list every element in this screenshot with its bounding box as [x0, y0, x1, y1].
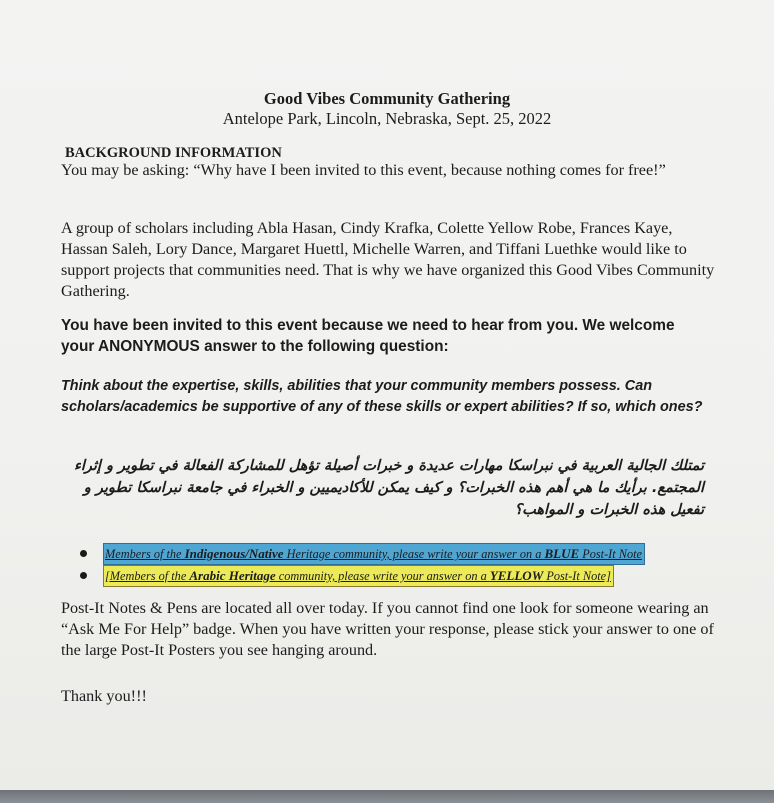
note-color-word: YELLOW: [489, 568, 544, 583]
intro-paragraph: You may be asking: “Why have I been invited to this event, because nothing comes for free!”: [61, 161, 666, 179]
instruction-group: Arabic Heritage: [189, 568, 276, 583]
event-location-date: Antelope Park, Lincoln, Nebraska, Sept. 25, 2022: [222, 109, 552, 128]
question-paragraph: Think about the expertise, skills, abilities that your community members possess. Can scholars/academics be supportive of any of these skills or expert abilities? If so, which ones?: [61, 378, 703, 415]
blue-note-instruction: [103, 543, 645, 565]
bullet-icon: [80, 572, 87, 579]
arabic-question-paragraph: تمتلك الجالية العربية في نبراسكا مهارات عديدة و خبرات أصيلة تؤهل للمشاركة الفعالة في تطوير و إثراء المجتمع. برأيك ما هي أهم هذه الخبرات؟ و كيف يمكن للأكاديميين و الخبراء في جامعة نبراسكا تطوير و تفعيل هذه الخبرات و المواهب؟: [74, 458, 704, 518]
section-heading: BACKGROUND INFORMATION: [65, 145, 282, 161]
instruction-text: Post-It Note]: [543, 569, 611, 583]
yellow-note-instruction: [103, 565, 614, 587]
bullet-icon: [80, 550, 87, 557]
instruction-text: [Members of the: [105, 569, 190, 583]
instruction-group: Indigenous/Native: [184, 546, 284, 561]
note-color-word: BLUE: [544, 546, 580, 561]
instruction-text: Heritage community, please write your answer on a: [283, 547, 545, 561]
instruction-text: Members of the: [105, 547, 185, 561]
logistics-paragraph: Post-It Notes & Pens are located all over today. If you cannot find one look for someone wearing an “Ask Me For Help” badge. When you have written your response, please stick your answer to one of the large Post-It Posters you see hanging around.: [61, 599, 714, 659]
document-title: Good Vibes Community Gathering: [263, 89, 511, 108]
scholars-paragraph: A group of scholars including Abla Hasan, Cindy Krafka, Colette Yellow Robe, Frances Kaye, Hassan Saleh, Lory Dance, Margaret Huettl, Michelle Warren, and Tiffani Luethke would like to support projects that communities need. That is why we have organized this Good Vibes Community Gathering.: [61, 219, 715, 300]
table-surface: [0, 790, 774, 803]
closing-text: Thank you!!!: [61, 687, 147, 705]
invitation-paragraph: You have been invited to this event because we need to hear from you. We welcome your ANONYMOUS answer to the following question:: [61, 317, 675, 355]
instruction-text: community, please write your answer on a: [275, 569, 490, 583]
instruction-text: Post-It Note: [579, 547, 642, 561]
